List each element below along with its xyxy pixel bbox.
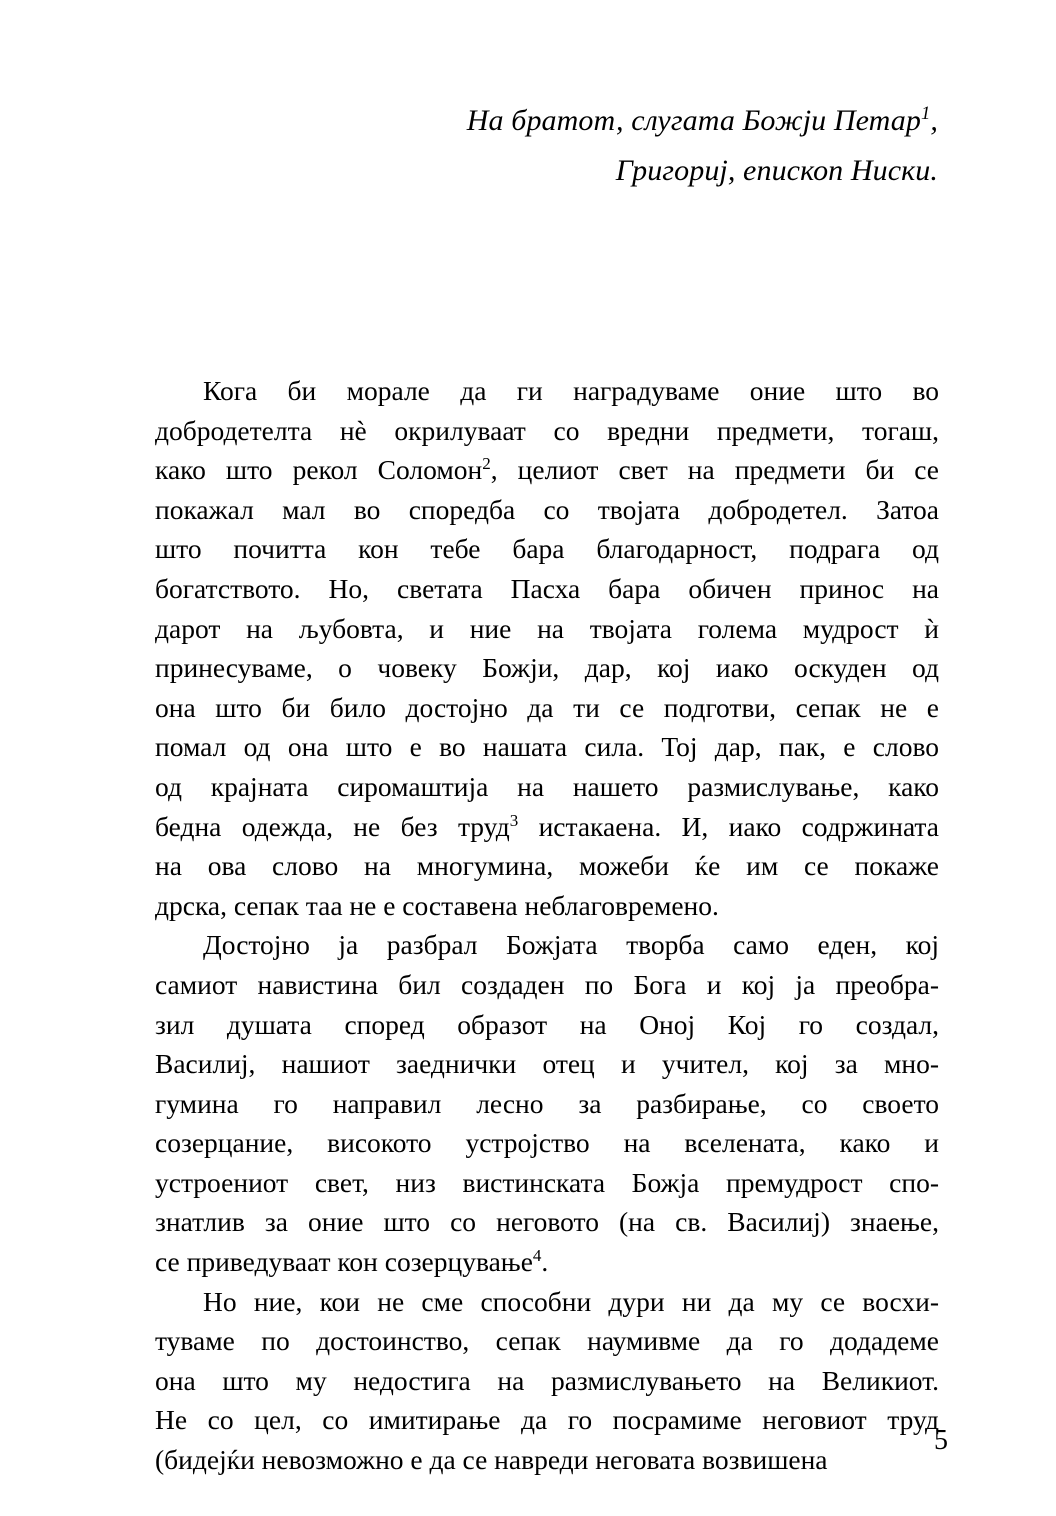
text-line: зил душата според образот на Оној Кој го создал,	[155, 1008, 939, 1040]
text-line: знатлив за оние што со неговото (на св. Василиј) знаење,	[155, 1206, 939, 1238]
text-line: самиот навистина бил создаден по Бога и кој ја преобра-	[155, 968, 939, 1000]
body-text-block	[155, 371, 939, 1480]
text-line: помал од она што е во нашата сила. Тој дар, пак, е слово	[155, 731, 939, 763]
text-line: она што му недостига на размислувањето на Великиот.	[155, 1364, 939, 1396]
paragraph-2	[155, 925, 939, 1281]
text-line: дрска, сепак таа не е составена неблаговремено.	[155, 889, 719, 921]
text-line: принесуваме, о човеку Божји, дар, кој иако оскуден од	[155, 652, 939, 684]
text-line: Но ние, кои не сме способни дури ни да му се восхи-	[203, 1285, 939, 1317]
dedication-block	[155, 96, 938, 196]
text-line: како што рекол Соломон$^2$, целиот свет на предмети би се	[155, 454, 939, 486]
text-line: Не со цел, со имитирање да го посрамиме неговиот труд	[155, 1404, 939, 1436]
text-line: Василиј, нашиот заеднички отец и учител, кој за мно-	[155, 1048, 939, 1080]
paragraph-3	[155, 1282, 939, 1480]
text-line: се приведуваат кон созерцување$^4$.	[155, 1245, 549, 1278]
text-line: дарот на љубовта, и ние на твојата голема мудрост ѝ	[155, 612, 939, 644]
footnote-marker: 4	[532, 1245, 542, 1265]
text-line: (бидејќи невозможно е да се навреди неговата возвишена	[155, 1444, 828, 1476]
text-line: Достојно ја разбрал Божјата творба само еден, кој	[203, 929, 939, 961]
text-line: гумина го направил лесно за разбирање, со своето	[155, 1087, 939, 1119]
text-line: покажал мал во споредба со твојата добродетел. Затоа	[155, 493, 939, 525]
text-line: устроениот свет, низ вистинската Божја премудрост спо-	[155, 1166, 939, 1198]
page-number: 5	[934, 1425, 948, 1456]
text-line: туваме по достоинство, сепак наумивме да го додадеме	[155, 1325, 939, 1357]
text-line: созерцание, високото устројство на вселената, како и	[155, 1127, 939, 1159]
text-line: Кога би морале да ги наградуваме оние што во	[203, 375, 939, 406]
text-line: што почитта кон тебе бара благодарност, подрага од	[155, 533, 939, 565]
footnote-marker: 3	[509, 810, 519, 830]
footnote-marker: 2	[482, 454, 491, 474]
text-line: на ова слово на многумина, можеби ќе им се покаже	[155, 850, 939, 882]
footnote-marker: 1	[920, 103, 931, 124]
paragraph-1	[155, 371, 939, 925]
text-line: она што би било достојно да ти се подготви, сепак не е	[155, 691, 939, 723]
text-line: од крајната сиромаштија на нашето размислување, како	[155, 770, 939, 802]
dedication-line: На братот, слугата Божји Петар$^1$,	[466, 103, 938, 137]
text-line: бедна одежда, не без труд$^3$ истакаена. И, иако содржината	[155, 810, 939, 842]
text-line: добродетелта нѐ окрилуваат со вредни предмети, тогаш,	[155, 414, 939, 446]
dedication-line: Григориј, епископ Ниски.	[615, 154, 938, 187]
text-line: богатството. Но, светата Пасха бара обичен принос на	[155, 572, 939, 604]
